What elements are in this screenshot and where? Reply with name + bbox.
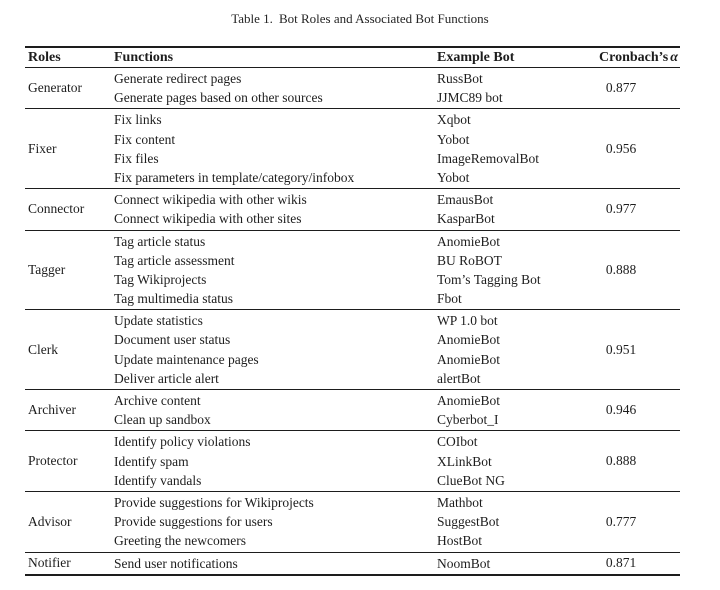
bot-value: JJMC89 bot [437, 90, 503, 106]
function-value: Generate redirect pages [114, 71, 242, 86]
function-value: Provide suggestions for Wikiprojects [114, 494, 314, 510]
bot-value: WP 1.0 bot [437, 313, 498, 329]
functions-cell [114, 493, 437, 551]
bot-value: AnomieBot [437, 332, 500, 348]
function-value: Fix files [114, 150, 159, 166]
cronbach-alpha-value: 0.946 [605, 402, 637, 418]
cronbach-alpha-value: 0.956 [605, 140, 637, 156]
bot-value: HostBot [437, 533, 483, 549]
table-group [25, 552, 680, 574]
function-value: Connect wikipedia with other wikis [114, 192, 307, 208]
functions-cell [114, 69, 437, 107]
role-cell: Advisor [28, 513, 72, 529]
table-group [25, 491, 680, 552]
table-caption-label: Table 1. [231, 11, 273, 26]
bot-roles-table [25, 46, 680, 576]
bot-value: NoomBot [437, 555, 491, 571]
role-cell: Generator [28, 80, 82, 96]
table-group [25, 68, 680, 108]
role-cell: Archiver [28, 402, 76, 418]
function-value: Update statistics [114, 313, 203, 329]
cronbach-alpha-value: 0.951 [605, 341, 637, 357]
functions-cell [114, 232, 437, 309]
alpha-symbol: α [670, 50, 678, 65]
table-group [25, 108, 680, 188]
bot-value: Tom’s Tagging Bot [437, 271, 541, 287]
function-value: Tag Wikiprojects [114, 271, 207, 287]
example-bots-cell [437, 311, 578, 388]
table-caption-text: Bot Roles and Associated Bot Functions [278, 11, 489, 26]
function-value: Fix links [114, 112, 162, 128]
function-value: Identify policy violations [114, 434, 251, 450]
bot-value: Mathbot [437, 494, 483, 510]
functions-cell [114, 311, 437, 388]
bot-value: Yobot [437, 131, 470, 147]
example-bots-cell [437, 232, 578, 309]
bot-value: Cyberbot_I [437, 412, 499, 428]
example-bots-cell [437, 110, 578, 187]
example-bots-cell [437, 69, 578, 107]
function-value: Update maintenance pages [114, 351, 259, 367]
function-value: Tag article assessment [114, 252, 235, 268]
example-bots-cell [437, 493, 578, 551]
role-cell: Clerk [28, 341, 58, 357]
table-caption [0, 0, 720, 29]
table-header-row [25, 48, 680, 68]
example-bots-cell [437, 432, 578, 490]
functions-cell [114, 432, 437, 490]
bot-value: AnomieBot [437, 393, 500, 408]
example-bots-cell [437, 190, 578, 228]
bot-value: RussBot [437, 71, 483, 86]
bot-value: Xqbot [437, 112, 471, 128]
function-value: Identify spam [114, 453, 189, 469]
cronbach-alpha-value: 0.871 [605, 555, 637, 571]
cronbach-alpha-value: 0.888 [605, 453, 637, 469]
bot-value: ImageRemovalBot [437, 150, 539, 166]
function-value: Tag article status [114, 233, 206, 249]
bot-value: Yobot [437, 169, 470, 185]
cronbach-alpha-value: 0.977 [605, 201, 637, 217]
role-cell: Connector [28, 201, 85, 217]
function-value: Fix parameters in template/category/infobox [114, 169, 355, 185]
column-header-cronbach-alpha [578, 48, 680, 67]
bot-value: COIbot [437, 434, 478, 450]
role-cell: Fixer [28, 140, 57, 156]
bot-value: Fbot [437, 291, 462, 307]
function-value: Generate pages based on other sources [114, 90, 323, 106]
function-value: Fix content [114, 131, 176, 147]
bot-value: SuggestBot [437, 514, 500, 530]
function-value: Document user status [114, 332, 231, 348]
bot-value: AnomieBot [437, 233, 500, 249]
function-value: Deliver article alert [114, 370, 219, 386]
table-group [25, 309, 680, 389]
column-header-functions: Functions [114, 50, 174, 65]
function-value: Clean up sandbox [114, 412, 211, 428]
cronbach-alpha-value: 0.877 [605, 80, 637, 96]
bot-value: alertBot [437, 370, 481, 386]
cronbach-alpha-value: 0.888 [605, 261, 637, 277]
example-bots-cell [437, 554, 578, 573]
function-value: Archive content [114, 393, 201, 408]
table-group [25, 430, 680, 491]
column-header-example-bot: Example Bot [437, 50, 515, 65]
function-value: Identify vandals [114, 472, 202, 488]
table-group [25, 188, 680, 229]
table-group [25, 389, 680, 430]
role-cell: Tagger [28, 261, 66, 277]
column-header-roles: Roles [28, 50, 61, 65]
role-cell: Notifier [28, 555, 71, 571]
functions-cell [114, 391, 437, 429]
function-value: Tag multimedia status [114, 291, 234, 307]
function-value: Send user notifications [114, 555, 238, 571]
cronbach-alpha-value: 0.777 [605, 513, 637, 529]
function-value: Connect wikipedia with other sites [114, 211, 302, 227]
cronbach-text: Cronbach’s [599, 50, 669, 65]
bot-value: KasparBot [437, 211, 495, 227]
bot-value: EmausBot [437, 192, 494, 208]
functions-cell [114, 110, 437, 187]
example-bots-cell [437, 391, 578, 429]
role-cell: Protector [28, 453, 78, 469]
functions-cell [114, 190, 437, 228]
function-value: Greeting the newcomers [114, 533, 246, 549]
table-body [25, 68, 680, 574]
bot-value: BU RoBOT [437, 252, 502, 268]
bot-value: ClueBot NG [437, 472, 505, 488]
bot-value: XLinkBot [437, 453, 492, 469]
function-value: Provide suggestions for users [114, 514, 273, 530]
table-group [25, 230, 680, 310]
bot-value: AnomieBot [437, 351, 500, 367]
functions-cell [114, 554, 437, 573]
